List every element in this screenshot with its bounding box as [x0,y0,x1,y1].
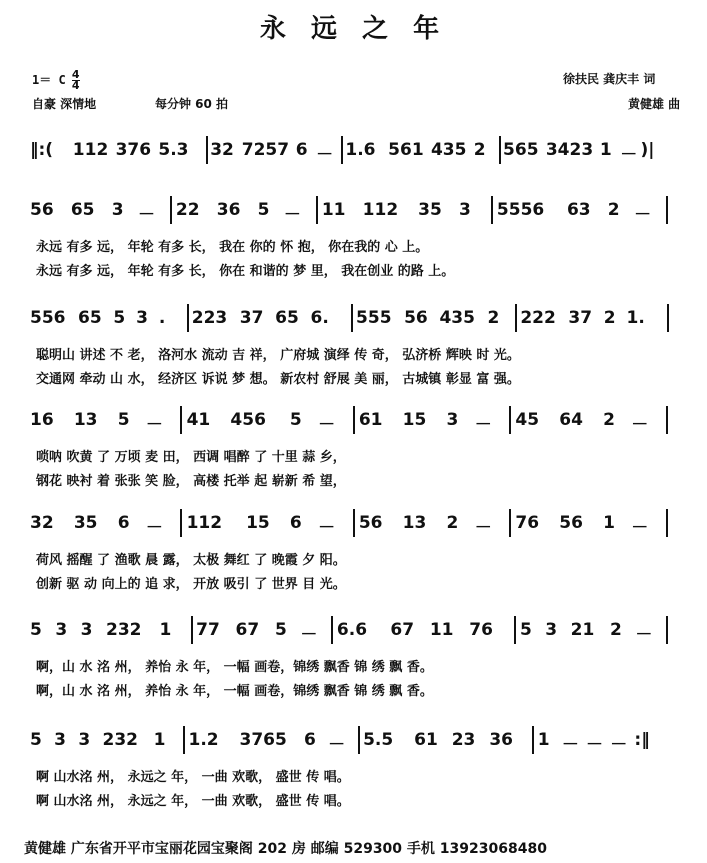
note-group: 36 [216,200,241,220]
note-group: － [283,205,301,225]
note-group: 65 [78,308,102,328]
note-group: 5 [519,620,532,640]
note-group: 5556 [496,200,545,220]
note-group: 61 [358,410,383,430]
note-group: 561 [388,140,424,160]
note-group: － [474,415,492,435]
note-group: 3 [545,620,558,640]
barline [358,726,360,754]
note-group: 5 [30,620,42,640]
note-group: )| [640,140,655,160]
note-group: 56 [404,308,428,328]
note-group: 435 [439,308,475,328]
lyric-line: 啊，山 水 洺 州， 养怡 永 年， 一幅 画卷，锦绣 飘香 锦 绣 飘 香。 [36,684,433,699]
note-group: － [318,518,336,538]
note-group: 5.5 [363,730,394,750]
note-group: 45 [515,410,540,430]
barline [666,406,668,434]
barline [206,136,208,164]
lyric-line: 创新 驱 动 向上的 追 求， 开放 吸引 了 世界 目 光。 [36,577,346,592]
lyric-line: 交通网 牵动 山 水， 经济区 诉说 梦 想。 新农村 舒展 美 丽， 古城镇 彰显 富 强。 [36,372,520,387]
style-marking: 自豪 深情地 [32,97,97,111]
note-group: 3 [80,620,93,640]
note-group: 41 [186,410,211,430]
note-group: 22 [175,200,200,220]
note-group: 456 [230,410,266,430]
note-group: 3 [55,620,68,640]
note-group: 21 [570,620,595,640]
note-group: 565 [503,140,539,160]
barline [515,304,517,332]
note-group: 1 [603,513,615,533]
note-group: － [631,415,649,435]
note-group: ‖:( [30,140,54,160]
barline [509,509,511,537]
note-group: 1 [537,730,550,750]
note-group: 112 [72,140,109,160]
lyric-line: 永远 有多 远， 年轮 有多 长， 我在 你的 怀 抱， 你在我的 心 上。 [36,240,429,255]
note-group: 76 [469,620,493,640]
barline [532,726,534,754]
note-group: 56 [559,513,583,533]
note-group: . [158,308,166,328]
note-group: 63 [566,200,591,220]
note-group: 64 [559,410,583,430]
barline [491,196,493,224]
barline [353,406,355,434]
note-group: 112 [362,200,399,220]
note-group: 13 [73,410,98,430]
lyric-line: 荷风 摇醒 了 渔歌 晨 露， 太极 舞红 了 晚霞 夕 阳。 [36,553,346,568]
note-group: － [318,415,336,435]
note-group: 5 [113,308,126,328]
note-group: 56 [30,200,54,220]
note-group: 11 [429,620,454,640]
note-group: 2 [610,620,622,640]
note-group: 435 [430,140,467,160]
lyric-line: 啊 山水洺 州， 永远之 年， 一曲 欢歌， 盛世 传 唱。 [36,794,350,809]
note-group: 3423 [545,140,594,160]
barline [509,406,511,434]
note-group: 2 [607,200,620,220]
note-group: 15 [402,410,427,430]
note-group: 3765 [239,730,287,750]
note-group: 5 [117,410,130,430]
note-group: － [610,735,628,755]
note-group: 5 [30,730,42,750]
note-group: 5 [257,200,270,220]
barline [191,616,193,644]
note-group: 6. [310,308,329,328]
note-group: － [145,415,163,435]
note-group: 3 [136,308,148,328]
note-group: 77 [196,620,220,640]
note-group: － [145,518,163,538]
barline [180,509,182,537]
note-group: 6 [303,730,316,750]
note-group: 65 [275,308,299,328]
barline [331,616,333,644]
note-group: 376 [115,140,152,160]
note-group: 1 [159,620,172,640]
note-group: 65 [70,200,95,220]
song-title: 永 远 之 年 [259,14,448,44]
note-group: 35 [418,200,442,220]
note-group: 6 [295,140,308,160]
barline [666,509,668,537]
note-group: 37 [239,308,264,328]
note-group: 23 [451,730,476,750]
note-group: 2 [487,308,500,328]
note-group: 56 [358,513,383,533]
note-group: 32 [210,140,234,160]
barline [316,196,318,224]
barline [180,406,182,434]
note-group: 67 [390,620,415,640]
note-group: － [316,145,334,165]
note-group: 3 [54,730,67,750]
note-group: :‖ [634,730,650,750]
note-group: 5 [274,620,287,640]
barline [667,304,669,332]
note-group: 222 [520,308,556,328]
note-group: 3 [458,200,471,220]
lyric-line: 聪明山 讲述 不 老， 洛河水 流动 吉 祥， 广府城 演绎 传 奇， 弘济桥 辉映 时 光。 [36,348,520,363]
lyric-line: 钢花 映衬 着 张张 笑 脸， 高楼 托举 起 崭新 希 望， [36,474,346,489]
note-group: 11 [321,200,346,220]
note-group: 5 [289,410,302,430]
note-group: 232 [106,620,142,640]
barline [499,136,501,164]
note-group: 15 [246,513,270,533]
note-group: 232 [102,730,139,750]
barline [666,616,668,644]
barline [514,616,516,644]
key-signature: 1＝ C [32,73,66,87]
lyric-line: 啊，山 水 洺 州， 养怡 永 年， 一幅 画卷，锦绣 飘香 锦 绣 飘 香。 [36,660,433,675]
note-group: － [137,205,155,225]
note-group: 2 [603,308,616,328]
note-group: 2 [446,513,459,533]
note-group: － [634,205,652,225]
note-group: 67 [235,620,260,640]
note-group: 32 [30,513,54,533]
note-group: 35 [73,513,98,533]
tempo-marking: 每分钟 60 拍 [155,97,229,111]
note-group: 16 [30,410,54,430]
barline [341,136,343,164]
note-group: 112 [186,513,223,533]
note-group: 6 [289,513,302,533]
note-group: 556 [30,308,66,328]
note-group: － [474,518,492,538]
lyric-line: 永远 有多 远， 年轮 有多 长， 你在 和谐的 梦 里， 我在创业 的路 上。 [36,264,455,279]
note-group: 2 [603,410,615,430]
time-signature [72,70,80,91]
barline [351,304,353,332]
note-group: － [635,625,653,645]
note-group: － [561,735,579,755]
note-group: 555 [356,308,392,328]
barline [187,304,189,332]
note-group: 2 [473,140,486,160]
lyric-line: 啊 山水洺 州， 永远之 年， 一曲 欢歌， 盛世 传 唱。 [36,770,350,785]
barline [666,196,668,224]
contact-footer: 黄健雄 广东省开平市宝丽花园宝聚阁 202 房 邮编 529300 手机 13923068480 [24,841,547,857]
note-group: 3 [78,730,91,750]
key-signature-block [32,70,80,91]
note-group: － [300,625,318,645]
note-group: 7257 [241,140,290,160]
barline [183,726,185,754]
lyric-line: 唢呐 吹黄 了 万顷 麦 田， 西调 唱醉 了 十里 蒜 乡， [36,450,346,465]
note-group: － [328,735,346,755]
note-group: － [631,518,649,538]
composer-credit: 黄健雄 曲 [628,97,681,111]
note-group: 6.6 [336,620,368,640]
note-group: 1 [599,140,612,160]
note-group: 37 [568,308,593,328]
meter-bottom: 4 [71,79,80,92]
barline [353,509,355,537]
note-group: 1 [153,730,166,750]
lyricist-credit: 徐扶民 龚庆丰 词 [563,72,656,86]
note-group: 36 [489,730,513,750]
barline [170,196,172,224]
note-group: 3 [111,200,124,220]
note-group: 5.3 [158,140,189,160]
note-group: － [620,145,638,165]
note-group: 1. [626,308,645,328]
note-group: 13 [402,513,427,533]
note-group: － [586,735,604,755]
note-group: 76 [515,513,540,533]
note-group: 3 [446,410,459,430]
meter-top: 4 [71,68,80,81]
note-group: 1.2 [188,730,219,750]
note-group: 6 [117,513,130,533]
note-group: 223 [191,308,228,328]
note-group: 1.6 [345,140,376,160]
note-group: 61 [414,730,438,750]
